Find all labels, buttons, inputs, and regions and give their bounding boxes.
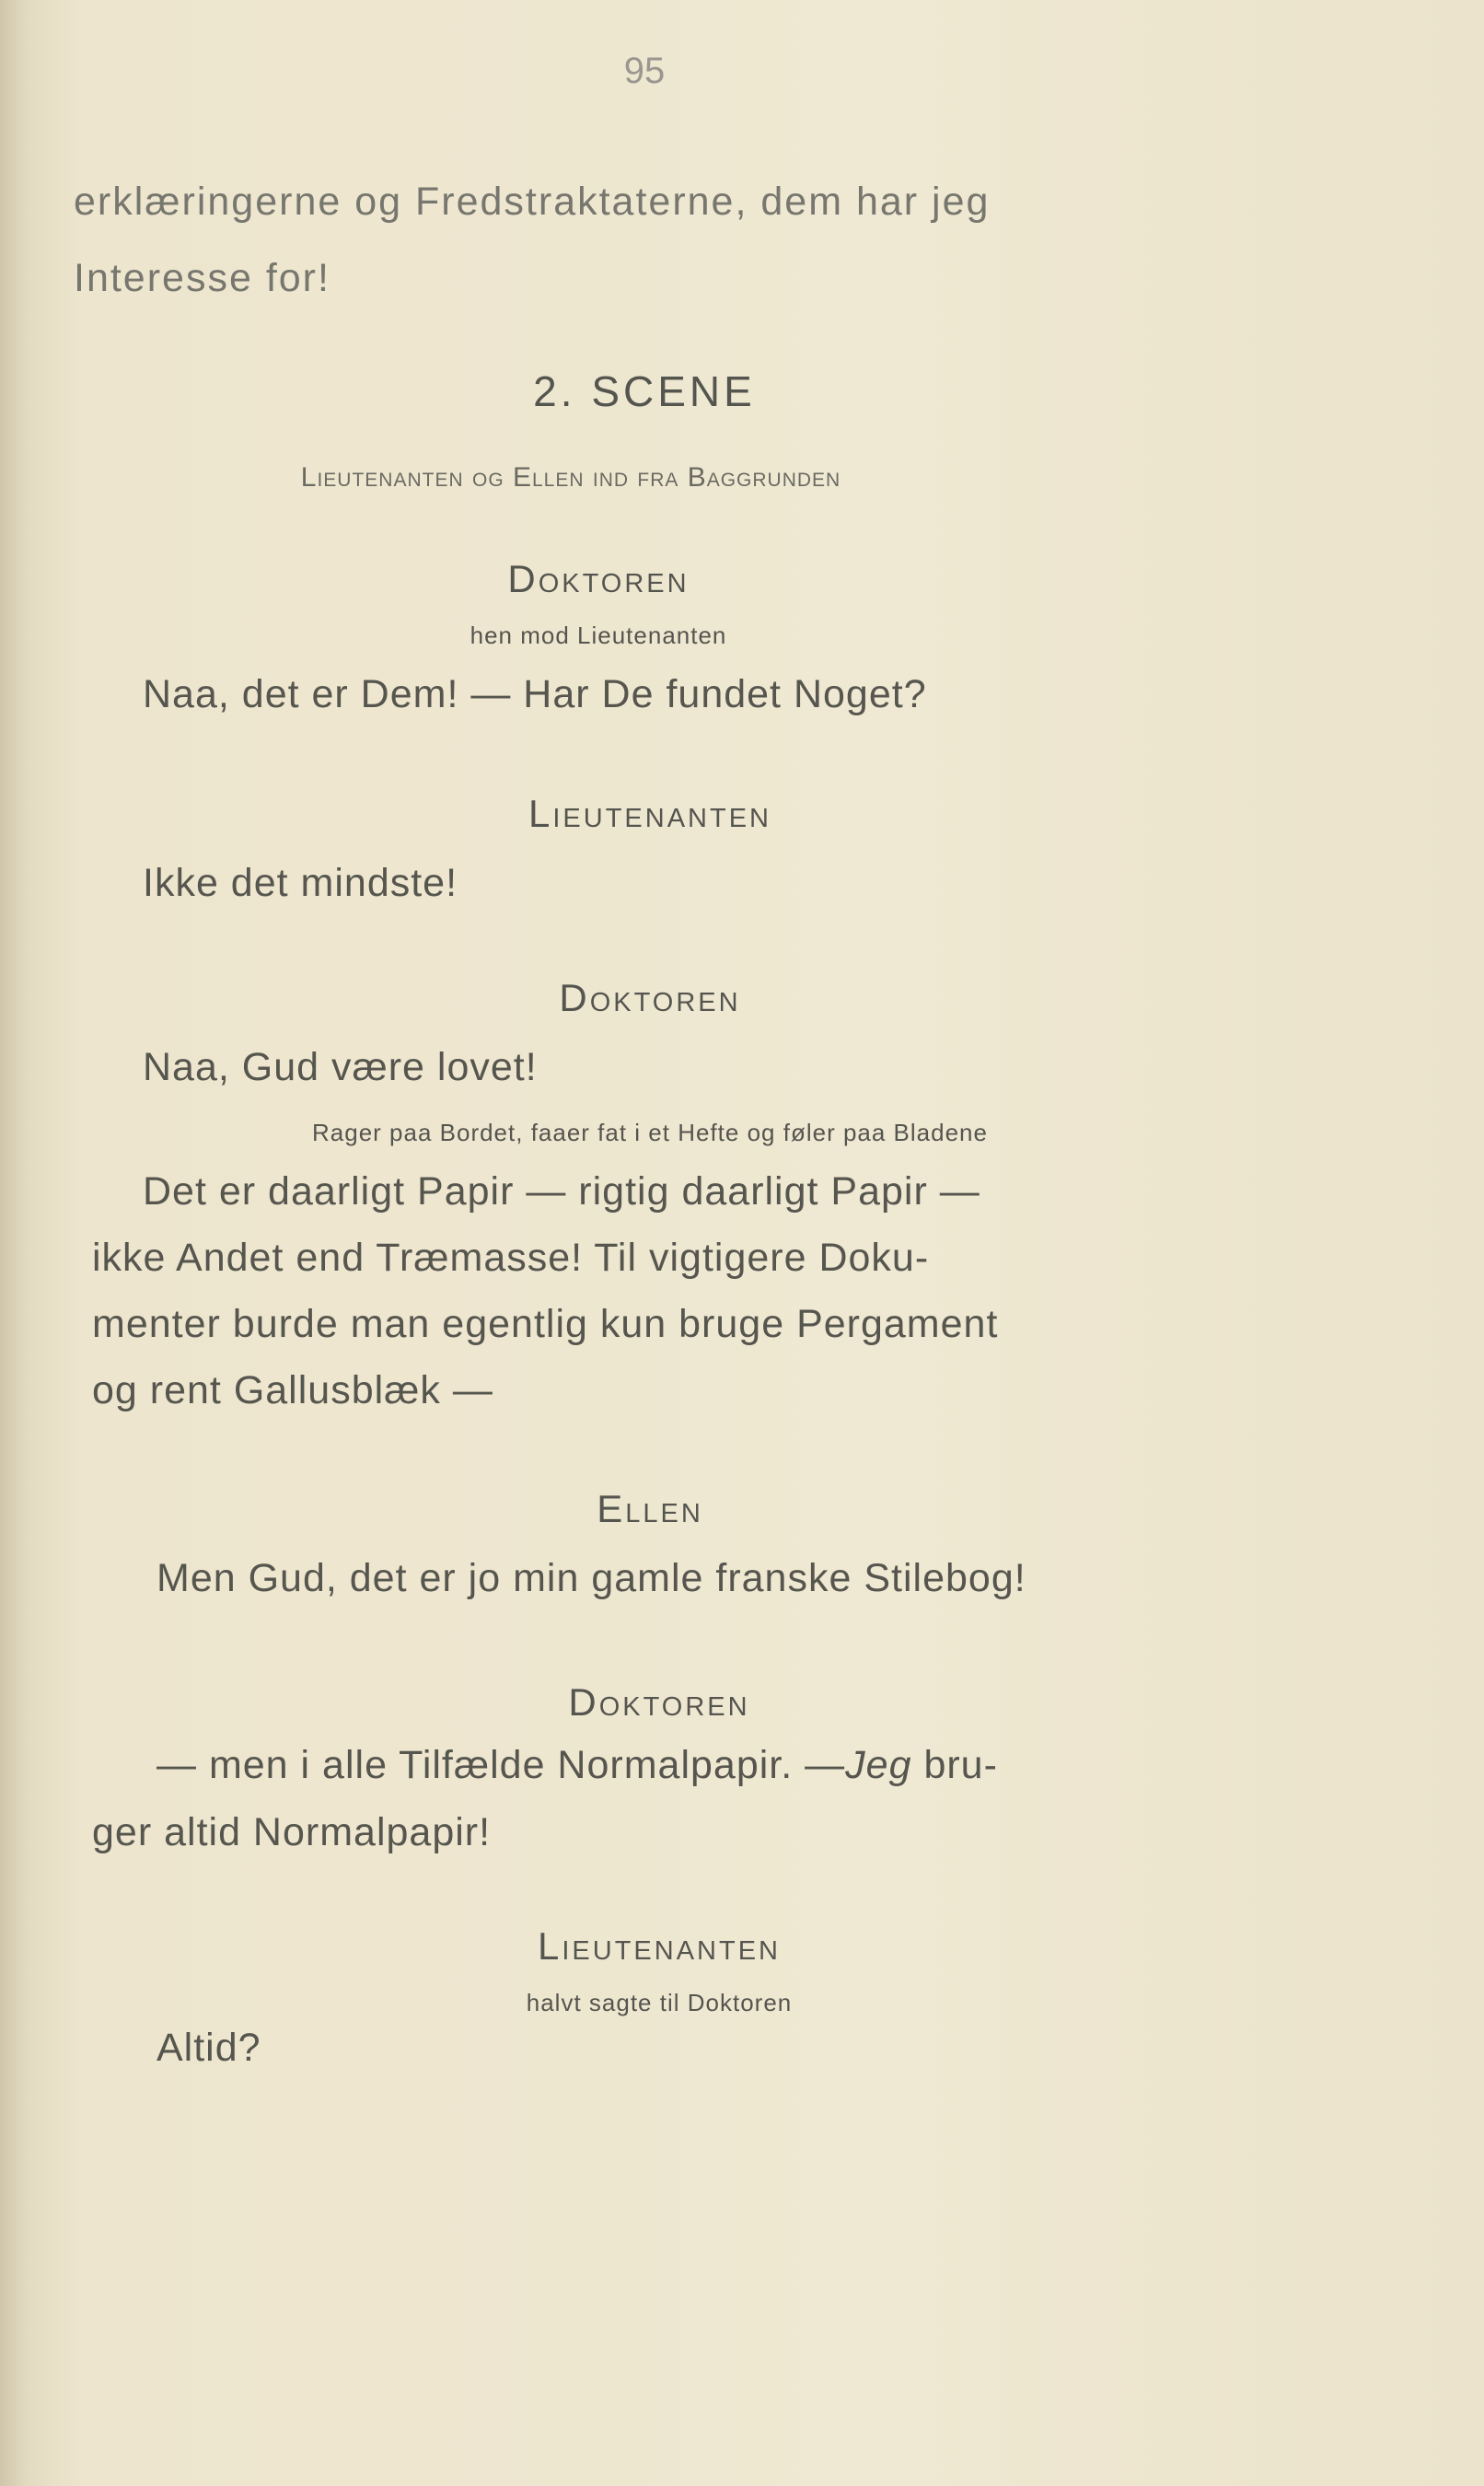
dialogue-line: Naa, det er Dem! — Har De fundet Noget? (143, 672, 927, 716)
scene-heading: 2. SCENE (533, 367, 756, 415)
dialogue-line: Naa, Gud være lovet! (143, 1045, 538, 1089)
dialogue-line: og rent Gallusblæk — (92, 1368, 493, 1412)
dialogue-line: Ikke det mindste! (143, 861, 458, 905)
stage-direction: hen mod Lieutenanten (470, 622, 727, 649)
dialogue-line (157, 1743, 998, 1788)
dialogue-line: Altid? (157, 2026, 261, 2070)
dialogue-line: Men Gud, det er jo min gamle franske Stilebog! (157, 1556, 1026, 1600)
dialogue-line: menter burde man egentlig kun bruge Pergament (92, 1302, 999, 1346)
speaker-name: Doktoren (559, 976, 741, 1019)
speaker-name: Doktoren (568, 1680, 750, 1724)
emphasis-word: Jeg (845, 1743, 912, 1787)
stage-direction: Lieutenanten og Ellen ind fra Baggrunden (300, 462, 841, 493)
speaker-name: Lieutenanten (538, 1924, 781, 1968)
dialogue-line: ikke Andet end Træmasse! Til vigtigere Doku- (92, 1236, 930, 1280)
dialogue-segment: — men i alle Tilfælde Normalpapir. — (157, 1743, 846, 1787)
text-line: erklæringerne og Fredstraktaterne, dem har jeg (74, 180, 991, 224)
dialogue-segment: bru- (911, 1743, 998, 1787)
dialogue-line: Det er daarligt Papir — rigtig daarligt Papir — (143, 1169, 980, 1214)
stage-direction: halvt sagte til Doktoren (526, 1989, 793, 2016)
text-line: Interesse for! (74, 256, 330, 300)
speaker-name: Doktoren (507, 557, 690, 600)
speaker-name: Ellen (597, 1487, 703, 1530)
page-number: 95 (623, 51, 666, 91)
stage-direction: Rager paa Bordet, faaer fat i et Hefte og føler paa Bladene (312, 1119, 988, 1146)
speaker-name: Lieutenanten (528, 792, 771, 835)
dialogue-line: ger altid Normalpapir! (92, 1810, 492, 1854)
